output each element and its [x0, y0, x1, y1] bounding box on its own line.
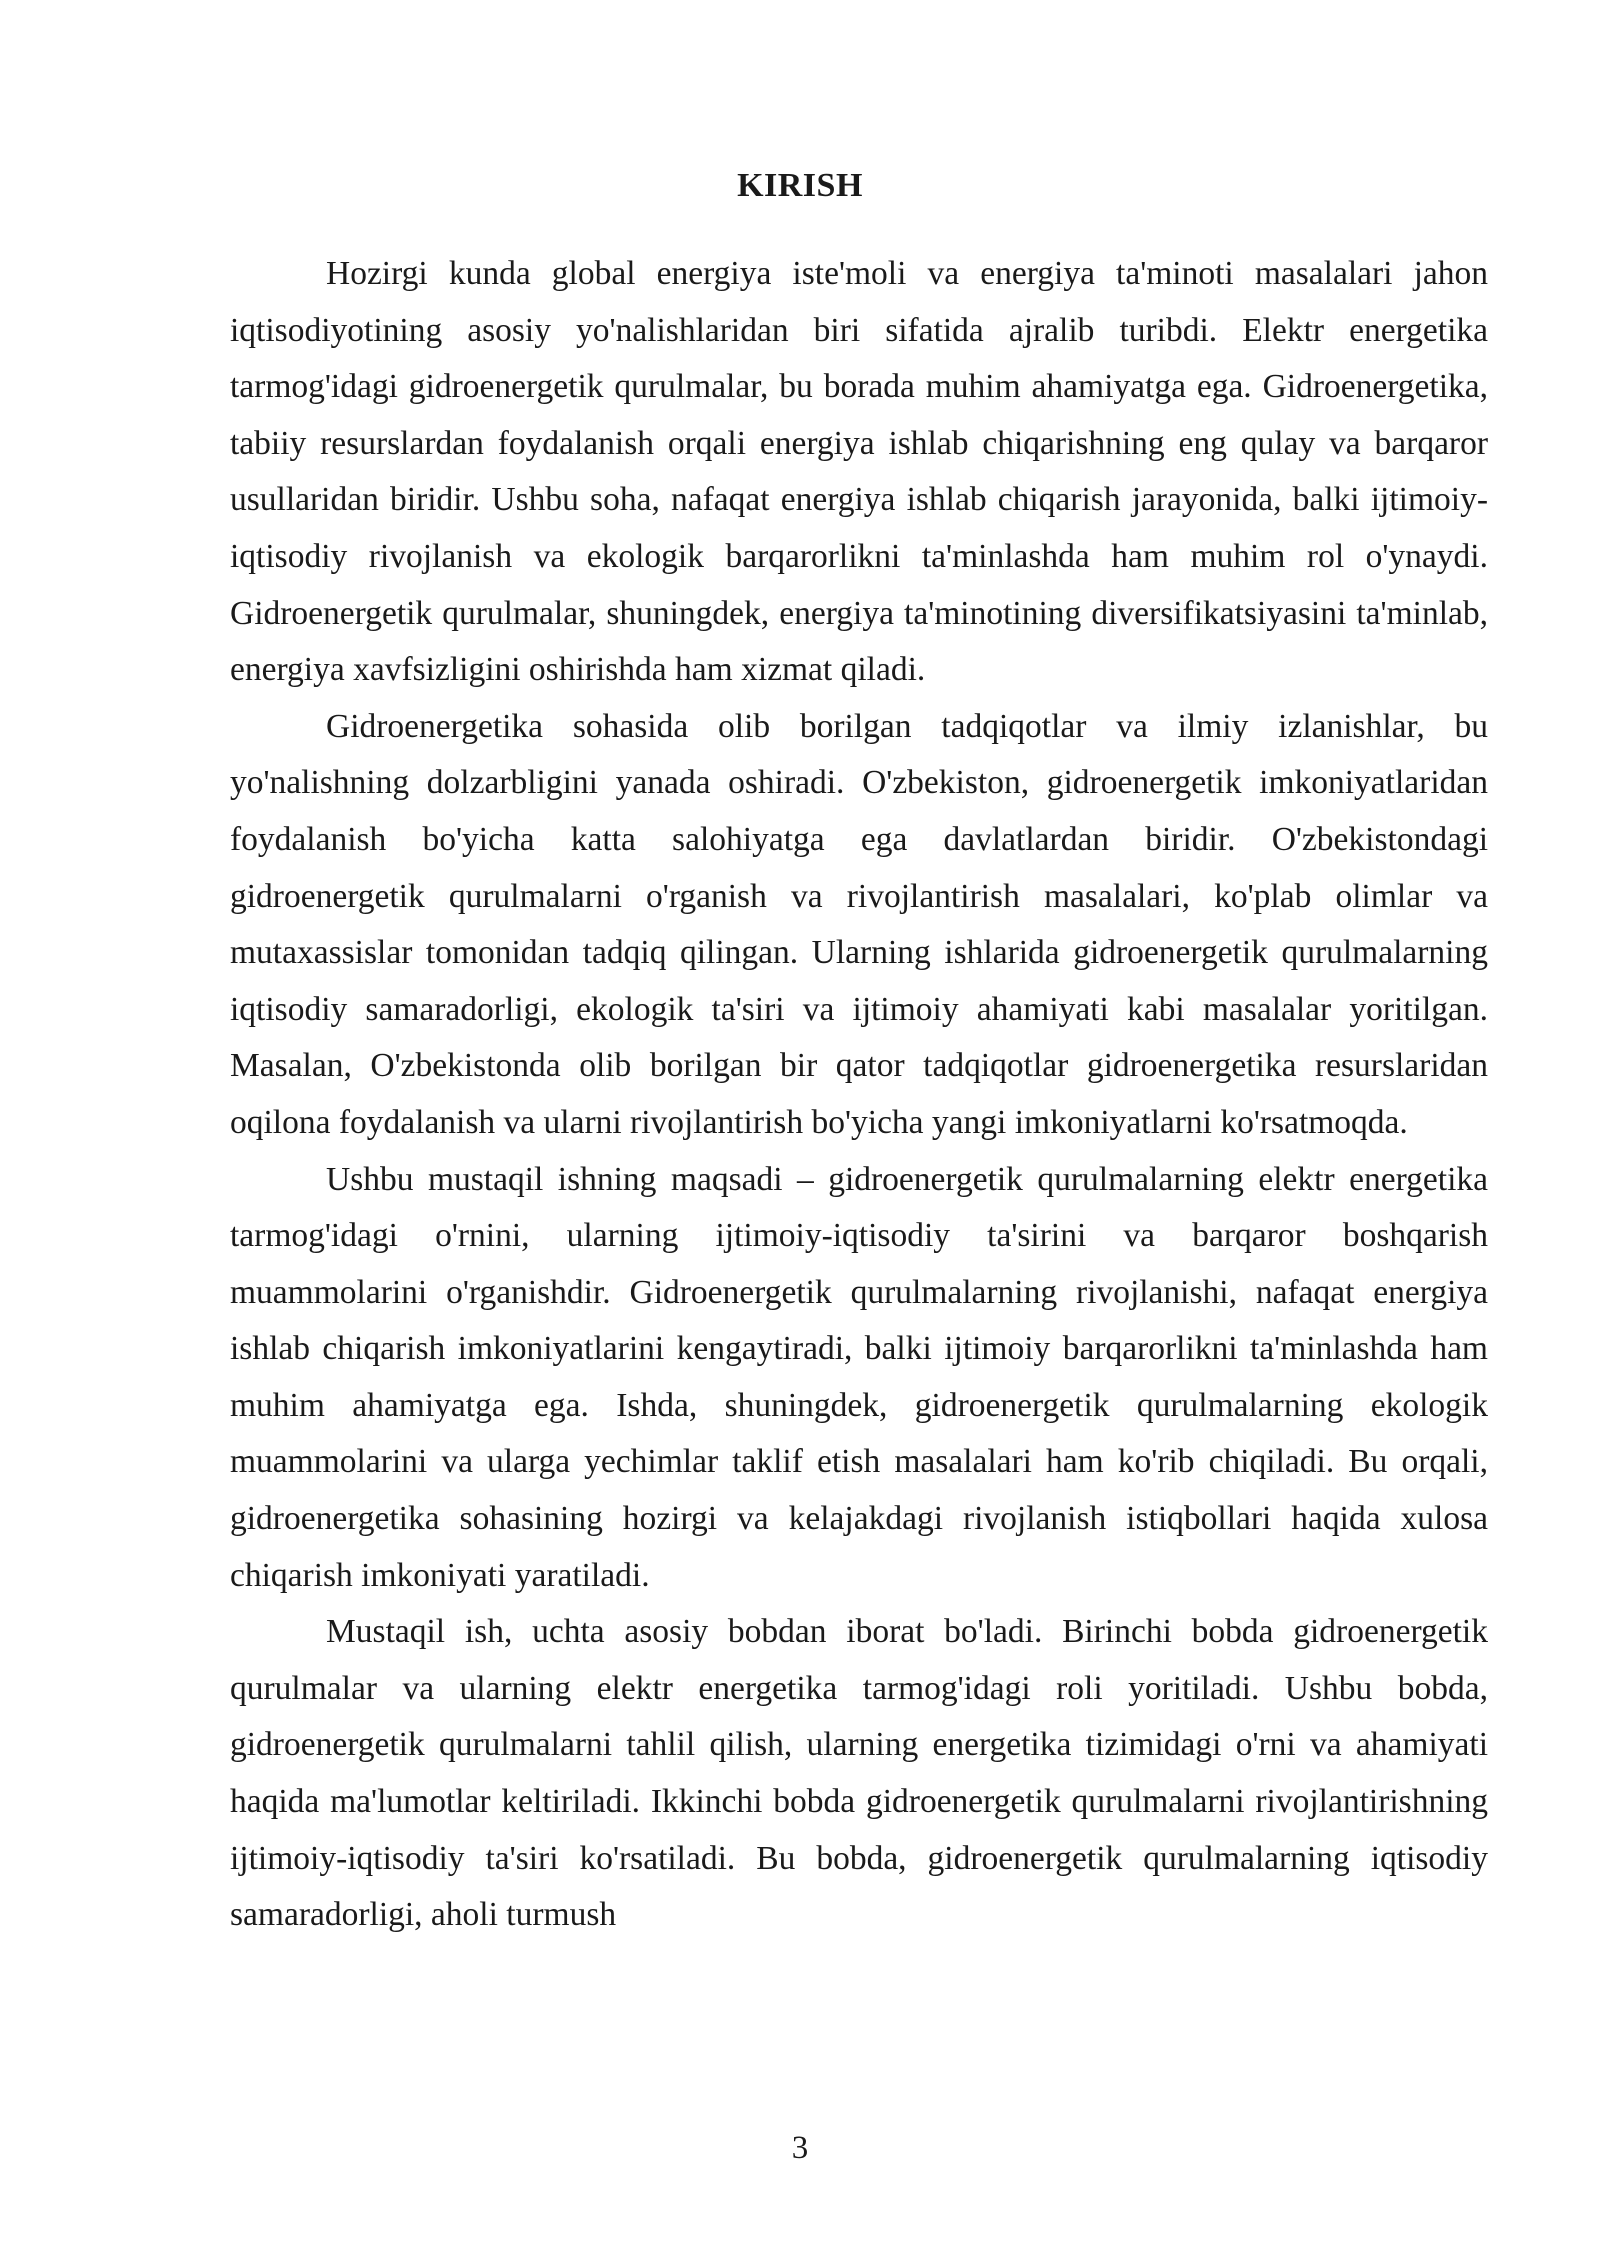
page-number: 3	[791, 2130, 809, 2166]
paragraph-2: Gidroenergetika sohasida olib borilgan tadqiqotlar va ilmiy izlanishlar, bu yo'nalishning dolzarbligini yanada oshiradi. O'zbekiston, gidroenergetik imkoniyatlaridan foydalanish bo'yicha katta salohiyatga ega davlatlardan biridir. O'zbekistondagi gidroenergetik qurulmalarni o'rganish va rivojlantirish masalalari, ko'plab olimlar va mutaxassislar tomonidan tadqiq qilingan. Ularning ishlarida gidroenergetik qurulmalarning iqtisodiy samaradorligi, ekologik ta'siri va ijtimoiy ahamiyati kabi masalalar yoritilgan. Masalan, O'zbekistonda olib borilgan bir qator tadqiqotlar gidroenergetika resurslaridan oqilona foydalanish va ularni rivojlantirish bo'yicha yangi imkoniyatlarni ko'rsatmoqda.	[230, 707, 1488, 1141]
paragraph-1: Hozirgi kunda global energiya iste'moli va energiya ta'minoti masalalari jahon iqtisodiyotining asosiy yo'nalishlaridan biri sifatida ajralib turibdi. Elektr energetika tarmog'idagi gidroenergetik qurulmalar, bu borada muhim ahamiyatga ega. Gidroenergetika, tabiiy resurslardan foydalanish orqali energiya ishlab chiqarishning eng qulay va barqaror usullaridan biridir. Ushbu soha, nafaqat energiya ishlab chiqarish jarayonida, balki ijtimoiy-iqtisodiy rivojlanish va ekologik barqarorlikni ta'minlashda ham muhim rol o'ynaydi. Gidroenergetik qurulmalar, shuningdek, energiya ta'minotining diversifikatsiyasini ta'minlab, energiya xavfsizligini oshirishda ham xizmat qiladi.	[230, 255, 1488, 689]
page-title: KIRISH	[737, 167, 863, 204]
paragraph-3: Ushbu mustaqil ishning maqsadi – gidroenergetik qurulmalarning elektr energetika tarmog'idagi o'rnini, ularning ijtimoiy-iqtisodiy ta'sirini va barqaror boshqarish muammolarini o'rganishdir. Gidroenergetik qurulmalarning rivojlanishi, nafaqat energiya ishlab chiqarish imkoniyatlarini kengaytiradi, balki ijtimoiy barqarorlikni ta'minlashda ham muhim ahamiyatga ega. Ishda, shuningdek, gidroenergetik qurulmalarning ekologik muammolarini va ularga yechimlar taklif etish masalalari ham ko'rib chiqiladi. Bu orqali, gidroenergetika sohasining hozirgi va kelajakdagi rivojlanish istiqbollari haqida xulosa chiqarish imkoniyati yaratiladi.	[230, 1160, 1488, 1594]
paragraph-4: Mustaqil ish, uchta asosiy bobdan iborat bo'ladi. Birinchi bobda gidroenergetik qurulmalar va ularning elektr energetika tarmog'idagi roli yoritiladi. Ushbu bobda, gidroenergetik qurulmalarni tahlil qilish, ularning energetika tizimidagi o'rni va ahamiyati haqida ma'lumotlar keltiriladi. Ikkinchi bobda gidroenergetik qurulmalarni rivojlantirishning ijtimoiy-iqtisodiy ta'siri ko'rsatiladi. Bu bobda, gidroenergetik qurulmalarning iqtisodiy samaradorligi, aholi turmush	[230, 1613, 1488, 1934]
body-text	[230, 246, 1488, 1944]
